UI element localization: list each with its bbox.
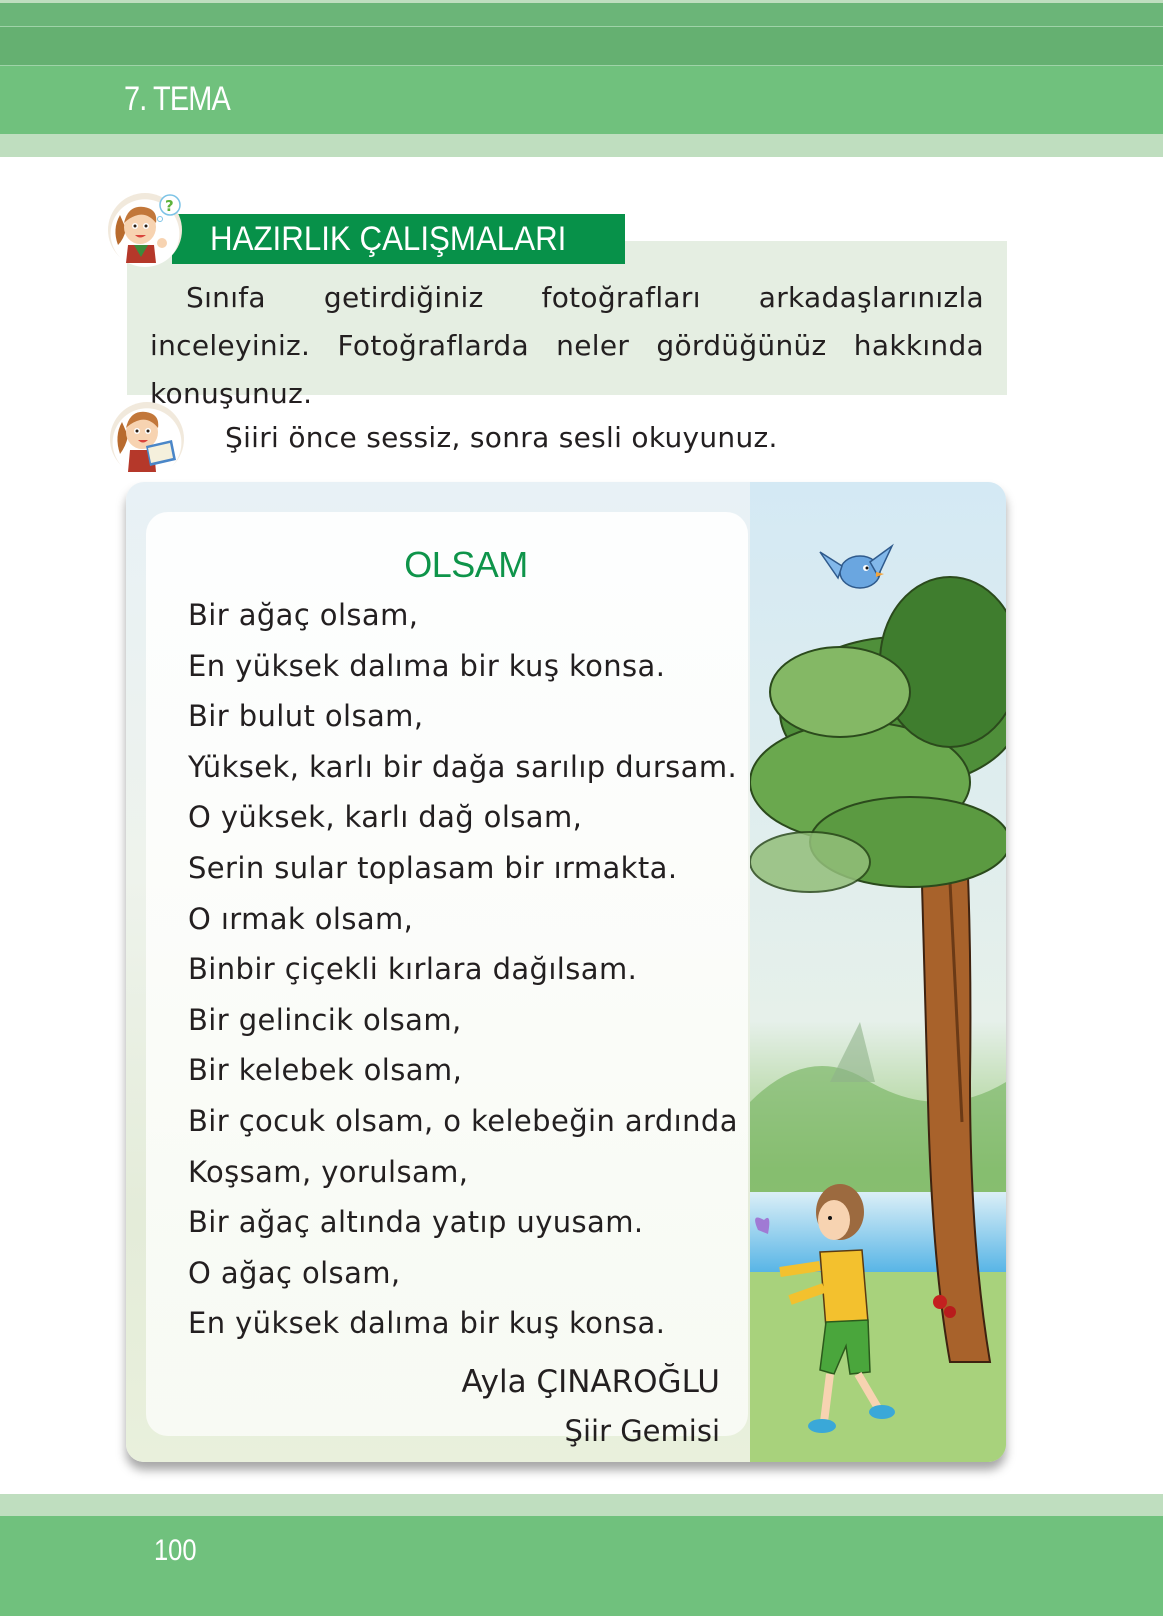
poem-line: Bir ağaç altında yatıp uyusam. [188, 1205, 644, 1240]
poem-title: OLSAM [404, 544, 528, 585]
poem-line: En yüksek dalıma bir kuş konsa. [188, 1306, 666, 1341]
poem-line: En yüksek dalıma bir kuş konsa. [188, 648, 666, 683]
preparation-banner [172, 214, 625, 264]
poem-line: Yüksek, karlı bir dağa sarılıp dursam. [188, 749, 738, 784]
poem-illustration [750, 482, 1006, 1462]
reading-instruction: Şiiri önce sessiz, sonra sesli okuyunuz. [225, 421, 778, 454]
poem-body [188, 590, 738, 1349]
poem-line: Koşsam, yorulsam, [188, 1154, 469, 1189]
page-number: 100 [154, 1534, 197, 1567]
poem-line: Bir ağaç olsam, [188, 598, 419, 632]
poem-line: Serin sular toplasam bir ırmakta. [188, 850, 678, 885]
header-band-1 [0, 3, 1163, 26]
poem-card [126, 482, 1006, 1462]
footer-light-stripe [0, 1494, 1163, 1516]
poem-panel [146, 512, 748, 1448]
preparation-paragraph: Sınıfa getirdiğiniz fotoğrafları arkadaşlarınızla inceleyiniz. Fotoğraflarda neler gördüğünüz hakkında konuşunuz. [150, 281, 984, 410]
poem-source: Şiir Gemisi [564, 1414, 720, 1448]
preparation-title: HAZIRLIK ÇALIŞMALARI [210, 219, 567, 258]
theme-title: 7. TEMA [124, 80, 230, 118]
svg-text:?: ? [165, 197, 174, 215]
poem-line: O yüksek, karlı dağ olsam, [188, 800, 583, 835]
reading-girl-icon [110, 402, 184, 476]
poem-line: O ağaç olsam, [188, 1255, 401, 1290]
header-bottom-stripe [0, 134, 1163, 157]
poem-line: Bir gelincik olsam, [188, 1002, 462, 1037]
thinking-girl-question-icon [108, 193, 182, 267]
poem-line: Bir bulut olsam, [188, 699, 424, 734]
poem-line: O ırmak olsam, [188, 901, 414, 936]
poem-line: Bir kelebek olsam, [188, 1053, 463, 1088]
header-band-2 [0, 27, 1163, 65]
poem-author: Ayla ÇINAROĞLU [461, 1364, 720, 1400]
preparation-text [150, 274, 984, 418]
poem-line: Bir çocuk olsam, o kelebeğin ardında [188, 1103, 738, 1138]
poem-line: Binbir çiçekli kırlara dağılsam. [188, 952, 638, 987]
